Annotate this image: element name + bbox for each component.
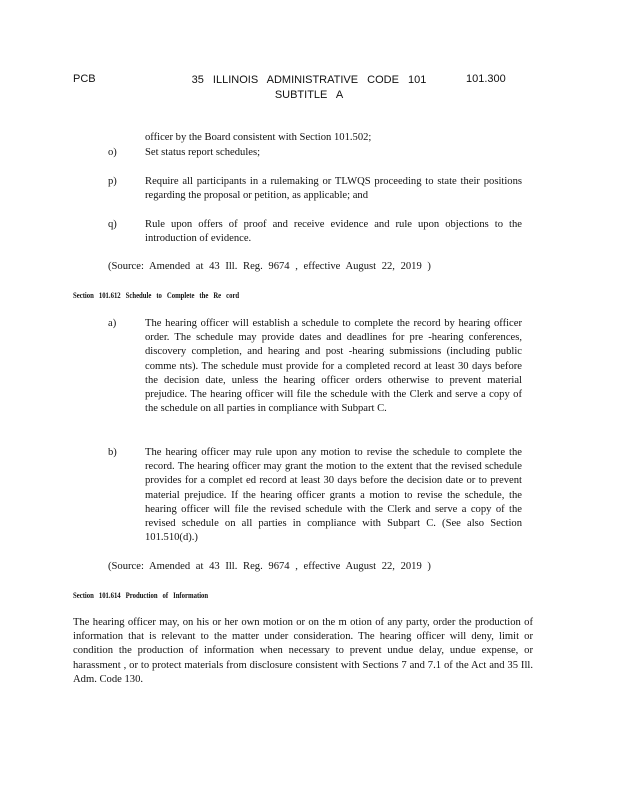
- section-612-a-label: a): [108, 318, 117, 329]
- section-heading-101-612: Section 101.612 Schedule to Complete the Re cord: [73, 291, 240, 300]
- header-title-line2: SUBTITLE A: [274, 89, 344, 101]
- item-p-text: Require all participants in a rulemaking or TLWQS proceeding to state their positions regarding the proposal or petition, as applicable; and: [145, 176, 522, 202]
- item-o-text: Set status report schedules;: [145, 147, 261, 158]
- section-614-text: The hearing officer may, on his or her own motion or on the m otion of any party, order the production of information that is relevant to the matter under consideration. The hearing officer will deny, limit or condition the production of information when necessary to prevent undue delay, undue expense, or harassment , or to protect materials from disclosure consistent with Sections 7 and 7.1 of the Act and 35 Ill. Adm. Code 130.: [73, 617, 533, 685]
- section-612-source-note: (Source: Amended at 43 Ill. Reg. 9674 , effective August 22, 2019 ): [108, 561, 431, 572]
- header-title-line1: 35 ILLINOIS ADMINISTRATIVE CODE 101: [191, 74, 427, 86]
- header-left: PCB: [73, 73, 96, 85]
- item-q-text: Rule upon offers of proof and receive evidence and rule upon objections to the introduction of evidence.: [145, 219, 522, 245]
- header-title: [0, 73, 618, 103]
- section-heading-101-614: Section 101.614 Production of Information: [73, 591, 209, 600]
- source-note: (Source: Amended at 43 Ill. Reg. 9674 , effective August 22, 2019 ): [108, 261, 431, 272]
- section-612-b-text: The hearing officer may rule upon any motion to revise the schedule to complete the record. The hearing officer may grant the motion to the extent that the revised schedule provides for a complet ed record at least 30 days before the decision date or to prevent material prejudice. If the hearing officer grants a motion to revise the schedule, the hearing officer will file the revised schedule with the Clerk and serve a copy of the revised schedule on all parties in compliance with Subpart C. (See also Section 101.510(d).): [145, 447, 522, 544]
- header-section-number: 101.300: [466, 73, 506, 85]
- section-612-a-text: The hearing officer will establish a schedule to complete the record by hearing officer order. The schedule may provide dates and deadlines for pre -hearing conferences, discovery completion, and hearing and post -hearing submissions (including public comme nts). The schedule must provide for a completed record at least 30 days before the decision date, unless the hearing officer orders otherwise to prevent material prejudice. The hearing officer will file the schedule with the Clerk and serve a copy of the schedule on all parties in compliance with Subpart C.: [145, 318, 522, 415]
- continuation-text: officer by the Board consistent with Section 101.502;: [145, 132, 372, 143]
- item-q-label: q): [108, 219, 117, 230]
- item-o-label: o): [108, 147, 117, 158]
- section-612-b-label: b): [108, 447, 117, 458]
- item-p-label: p): [108, 176, 117, 187]
